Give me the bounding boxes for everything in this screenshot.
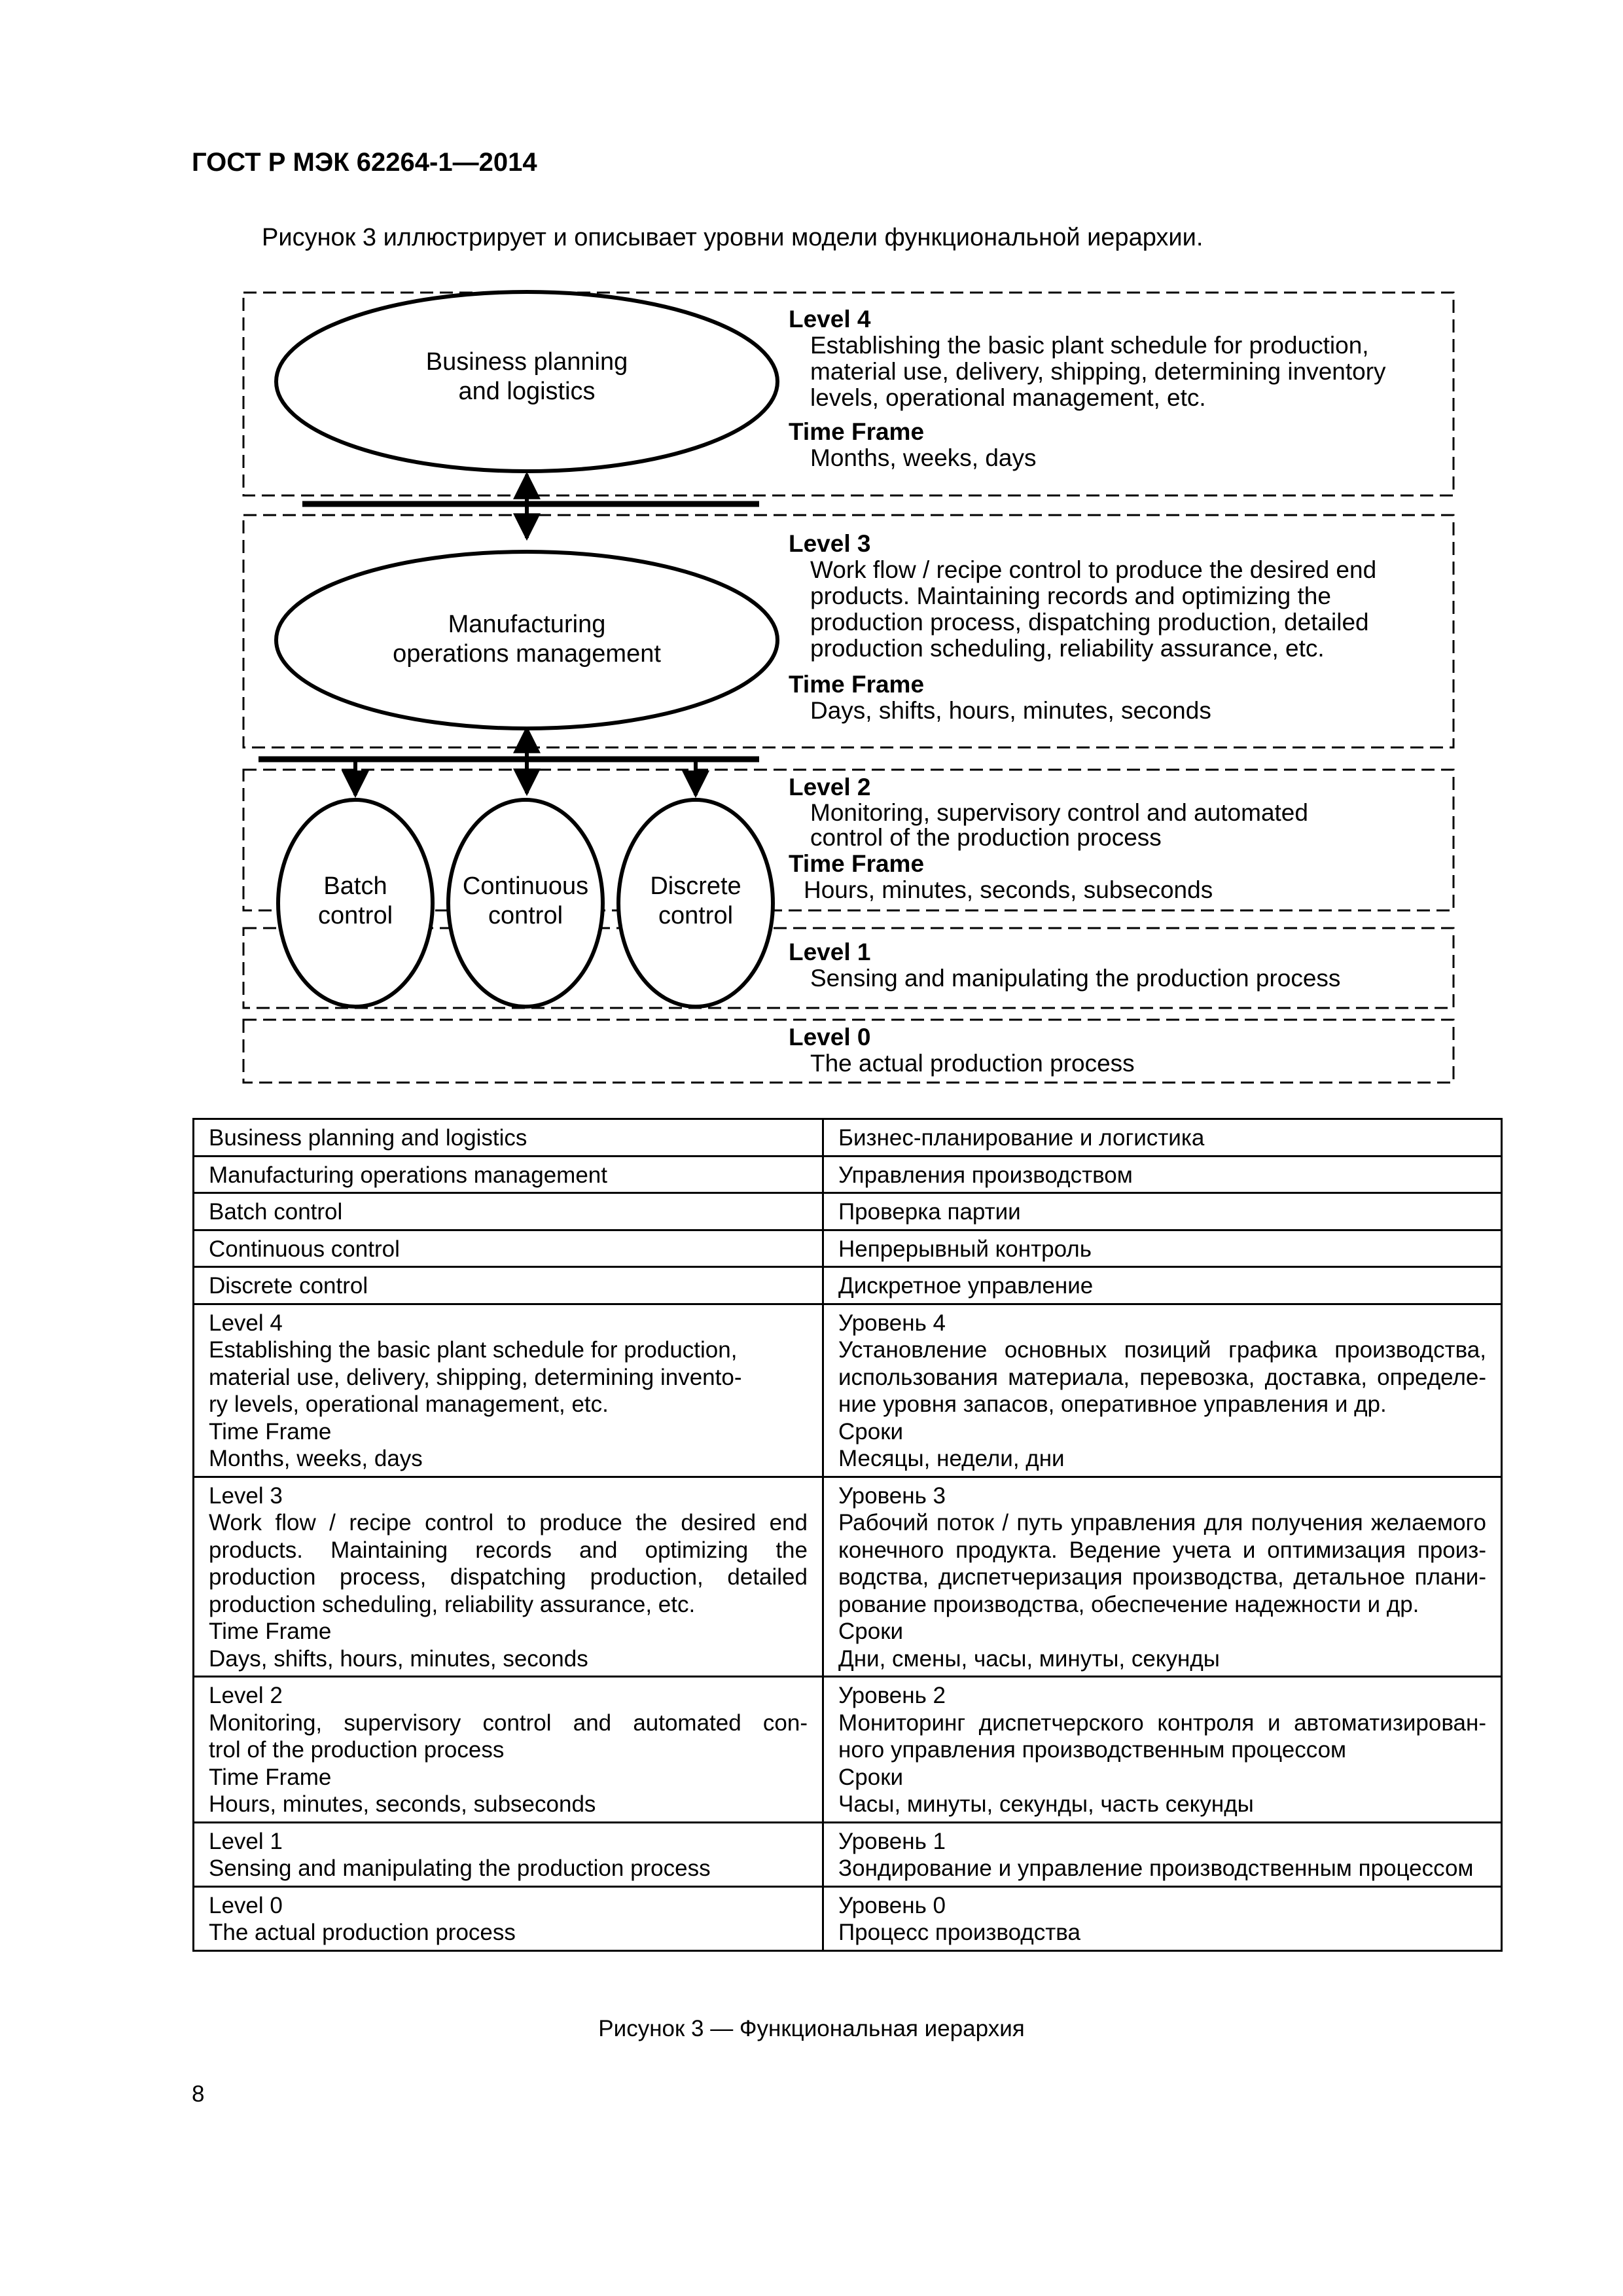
cell-line: products. Maintaining records and optimizing the <box>209 1537 808 1563</box>
cell-line: Months, weeks, days <box>209 1446 423 1471</box>
table-cell-en <box>194 1677 823 1823</box>
cell-line: конечного продукта. Ведение учета и оптимизация произ- <box>838 1537 1486 1563</box>
cell-line: production process, dispatching production, detailed <box>209 1564 808 1590</box>
label-business-1: Business planning <box>425 348 628 376</box>
cell-line: ного управления производственным процессом <box>838 1737 1347 1763</box>
level3-timeframe-label: Time Frame <box>789 671 925 698</box>
cell-line: Sensing and manipulating the production process <box>209 1856 711 1881</box>
cell-line: Мониторинг диспетчерского контроля и автоматизирован- <box>838 1710 1486 1736</box>
label-manufacturing-1: Manufacturing <box>448 611 606 638</box>
cell-line: ry levels, operational management, etc. <box>209 1391 609 1417</box>
table-cell-en <box>194 1886 823 1950</box>
translation-table <box>192 1118 1503 1952</box>
table-row-level2 <box>194 1677 1502 1823</box>
table-cell-en: Business planning and logistics <box>194 1119 823 1157</box>
level2-desc-2: control of the production process <box>810 824 1162 851</box>
level3-desc-2: products. Maintaining records and optimizing the <box>810 583 1331 609</box>
cell-line: production scheduling, reliability assurance, etc. <box>209 1591 696 1617</box>
table-row <box>194 1267 1502 1304</box>
cell-line: использования материала, перевозка, доставка, определе- <box>838 1364 1486 1390</box>
cell-line: Days, shifts, hours, minutes, seconds <box>209 1645 588 1672</box>
table-row <box>194 1156 1502 1193</box>
cell-line: Процесс производства <box>838 1920 1080 1945</box>
table-row <box>194 1193 1502 1230</box>
level1-title: Level 1 <box>789 939 871 965</box>
label-continuous-2: control <box>488 902 563 929</box>
level4-desc-2: material use, delivery, shipping, determining inventory <box>810 358 1386 385</box>
cell-line: Сроки <box>838 1764 904 1790</box>
cell-line: Уровень 3 <box>838 1482 946 1509</box>
table-cell-en <box>194 1822 823 1886</box>
label-business-2: and logistics <box>458 378 596 405</box>
cell-line: Establishing the basic plant schedule for production, <box>209 1337 738 1363</box>
table-cell-ru: Бизнес-планирование и логистика <box>823 1119 1502 1157</box>
table-cell-ru <box>823 1886 1502 1950</box>
label-batch-1: Batch <box>323 872 387 900</box>
level1-desc-1: Sensing and manipulating the production process <box>810 965 1341 992</box>
label-discrete-1: Discrete <box>650 872 741 900</box>
cell-line: Level 0 <box>209 1892 283 1918</box>
table-cell-ru: Проверка партии <box>823 1193 1502 1230</box>
cell-line: material use, delivery, shipping, determining invento- <box>209 1364 742 1390</box>
table-cell-en <box>194 1304 823 1477</box>
cell-line: Level 2 <box>209 1683 283 1708</box>
level3-title: Level 3 <box>789 530 871 557</box>
table-cell-ru <box>823 1677 1502 1823</box>
cell-line: Work flow / recipe control to produce the desired end <box>209 1510 808 1535</box>
level2-timeframe-label: Time Frame <box>789 850 925 877</box>
cell-line: Уровень 0 <box>838 1892 946 1918</box>
cell-line: Часы, минуты, секунды, часть секунды <box>838 1791 1254 1817</box>
table-cell-ru: Непрерывный контроль <box>823 1230 1502 1267</box>
page-number: 8 <box>192 2081 205 2107</box>
table-cell-en: Manufacturing operations management <box>194 1156 823 1193</box>
table-row <box>194 1119 1502 1157</box>
level4-desc-1: Establishing the basic plant schedule for production, <box>810 332 1369 359</box>
table-cell-ru: Дискретное управление <box>823 1267 1502 1304</box>
table-cell-ru <box>823 1477 1502 1677</box>
level3-desc-3: production process, dispatching production, detailed <box>810 609 1369 636</box>
level4-timeframe: Months, weeks, days <box>810 444 1037 471</box>
cell-line: Monitoring, supervisory control and automated con- <box>209 1710 808 1736</box>
cell-line: Уровень 1 <box>838 1828 946 1854</box>
label-batch-2: control <box>317 902 393 929</box>
cell-line: Установление основных позиций графика производства, <box>838 1337 1486 1363</box>
level3-timeframe: Days, shifts, hours, minutes, seconds <box>810 697 1211 724</box>
table-cell-ru: Управления производством <box>823 1156 1502 1193</box>
table-row-level0 <box>194 1886 1502 1950</box>
level3-desc-4: production scheduling, reliability assurance, etc. <box>810 635 1325 662</box>
table-cell-en: Batch control <box>194 1193 823 1230</box>
table-cell-en: Discrete control <box>194 1267 823 1304</box>
cell-line: trol of the production process <box>209 1737 505 1763</box>
cell-line: Сроки <box>838 1418 904 1444</box>
label-manufacturing-2: operations management <box>393 640 661 668</box>
level4-desc-3: levels, operational management, etc. <box>810 384 1206 411</box>
cell-line: Сроки <box>838 1619 904 1644</box>
functional-hierarchy-diagram <box>0 0 1623 1113</box>
cell-line: Level 3 <box>209 1482 283 1509</box>
table-cell-en: Continuous control <box>194 1230 823 1267</box>
document-header: ГОСТ Р МЭК 62264-1—2014 <box>192 148 537 177</box>
cell-line: The actual production process <box>209 1920 516 1945</box>
level2-timeframe: Hours, minutes, seconds, subseconds <box>804 876 1213 903</box>
level2-title: Level 2 <box>789 774 871 800</box>
cell-line: Time Frame <box>209 1619 332 1644</box>
cell-line: Дни, смены, часы, минуты, секунды <box>838 1645 1220 1672</box>
cell-line: Месяцы, недели, дни <box>838 1446 1065 1471</box>
figure-caption: Рисунок 3 — Функциональная иерархия <box>598 2016 1025 2041</box>
cell-line: Level 4 <box>209 1310 283 1336</box>
label-discrete-2: control <box>658 902 734 929</box>
intro-paragraph: Рисунок 3 иллюстрирует и описывает уровни модели функциональной иерархии. <box>262 224 1204 251</box>
level3-desc-1: Work flow / recipe control to produce the desired end <box>810 556 1377 583</box>
cell-line: ние уровня запасов, оперативное управления и др. <box>838 1391 1387 1417</box>
cell-line: Time Frame <box>209 1764 332 1790</box>
label-continuous-1: Continuous <box>462 872 589 900</box>
table-row-level1 <box>194 1822 1502 1886</box>
table-row <box>194 1230 1502 1267</box>
cell-line: Уровень 4 <box>838 1310 946 1336</box>
cell-line: Зондирование и управление производственным процессом <box>838 1856 1474 1881</box>
level0-title: Level 0 <box>789 1024 871 1050</box>
cell-line: Time Frame <box>209 1418 332 1444</box>
level2-desc-1: Monitoring, supervisory control and automated <box>810 799 1308 826</box>
cell-line: Рабочий поток / путь управления для получения желаемого <box>838 1510 1486 1535</box>
table-row-level4 <box>194 1304 1502 1477</box>
table-cell-en <box>194 1477 823 1677</box>
table-cell-ru <box>823 1304 1502 1477</box>
cell-line: рование производства, обеспечение надежности и др. <box>838 1591 1419 1617</box>
level4-title: Level 4 <box>789 306 871 332</box>
cell-line: Level 1 <box>209 1828 283 1854</box>
table-cell-ru <box>823 1822 1502 1886</box>
cell-line: Уровень 2 <box>838 1683 946 1708</box>
table-row-level3 <box>194 1477 1502 1677</box>
level4-timeframe-label: Time Frame <box>789 418 925 445</box>
cell-line: водства, диспетчеризация производства, детальное плани- <box>838 1564 1486 1590</box>
cell-line: Hours, minutes, seconds, subseconds <box>209 1791 596 1817</box>
level0-desc-1: The actual production process <box>810 1050 1135 1077</box>
